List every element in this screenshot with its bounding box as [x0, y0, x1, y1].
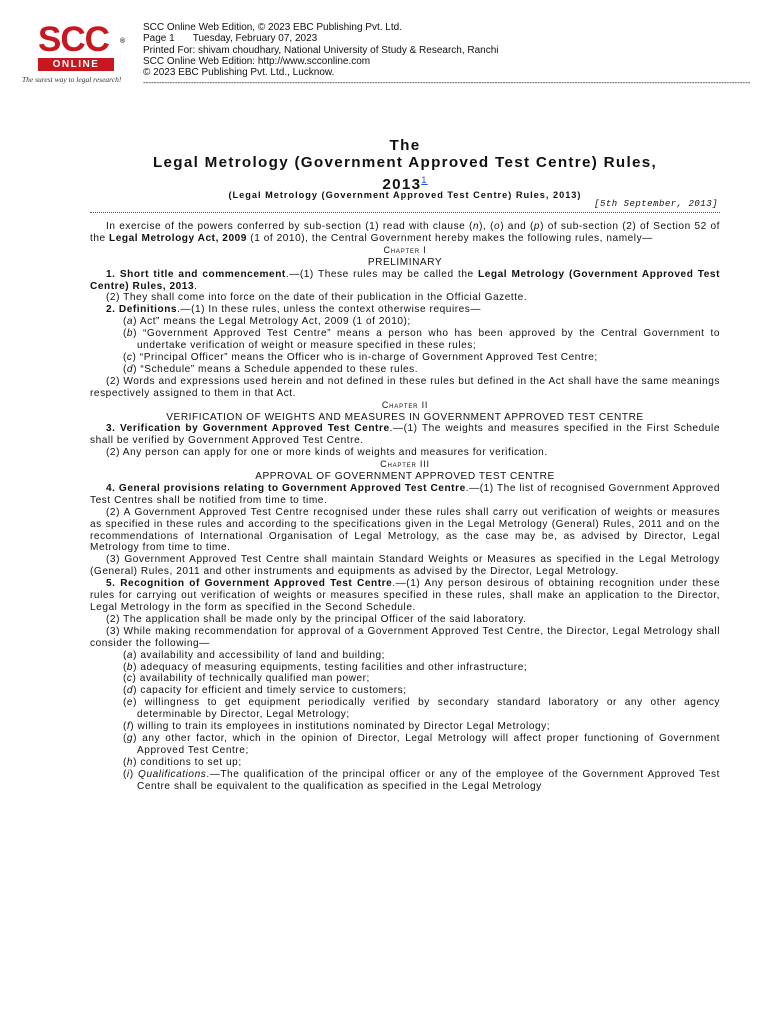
header-date: Tuesday, February 07, 2023 [192, 33, 318, 45]
rule-4-2: (2) A Government Approved Test Centre recognised under these rules shall carry out verification of weights or measures as specified in these rules and according to the specifications given in the Legal Metrology (General) Rules, 2011 and on the recommendations of International Organisation of Legal Metrology, as the case may be, as advised by Director, Legal Metrology from time to time. [90, 506, 720, 554]
header-copyright: © 2023 EBC Publishing Pvt. Ltd., Lucknow. [143, 67, 335, 79]
header-website: SCC Online Web Edition: http://www.scconline.com [143, 55, 371, 67]
definition-item: (b) “Government Approved Test Centre” means a person who has been approved by the Central Government to undertake verification of weight or measure specified in these rules; [123, 328, 720, 352]
header-page-number: Page 1 [143, 33, 175, 45]
rule-5-3: (3) While making recommendation for approval of a Government Approved Test Centre, the Director, Legal Metrology shall consider the following— [90, 625, 720, 649]
print-header [143, 22, 751, 88]
criteria-item: (b) adequacy of measuring equipments, testing facilities and other infrastructure; [123, 661, 528, 673]
logo-brand: SCC [38, 20, 109, 59]
rule-1-2: (2) They shall come into force on the date of their publication in the Official Gazette. [106, 292, 528, 304]
definition-item: (c) “Principal Officer” means the Officer who is in-charge of Government Approved Test Centre; [123, 351, 598, 363]
chapter-label: Chapter II [381, 399, 429, 410]
rule-2: 2. Definitions.—(1) In these rules, unless the context otherwise requires— [106, 304, 482, 316]
chapter-label: Chapter I [383, 244, 427, 255]
criteria-item: (c) availability of technically qualified man power; [123, 673, 370, 685]
rule-3: 3. Verification by Government Approved Test Centre.—(1) The weights and measures specified in the First Schedule shall be verified by Government Approved Test Centre. [90, 423, 720, 447]
preamble: In exercise of the powers conferred by sub-section (1) read with clause (n), (o) and (p) of sub-section (2) of Section 52 of the Legal Metrology Act, 2009 (1 of 2010), the Central Government hereby makes the following rules, namely— [90, 221, 720, 244]
header-printed-for: Printed For: shivam choudhary, National University of Study & Research, Ranchi [143, 44, 499, 56]
enactment-date: [5th September, 2013] [594, 199, 718, 209]
chapter-heading: PRELIMINARY [367, 256, 443, 268]
scc-online-logo [22, 22, 134, 92]
rule-2-2: (2) Words and expressions used herein and not defined in these rules but defined in the Act shall have the same meanings respectively assigned to them in that Act. [90, 375, 720, 399]
logo-registered-mark: ® [120, 38, 126, 45]
document-body [90, 221, 720, 793]
criteria-item: (d) capacity for efficient and timely service to customers; [123, 685, 407, 697]
rule-1: 1. Short title and commencement.—(1) These rules may be called the Legal Metrology (Government Approved Test Centre) Rules, 2013. [90, 268, 720, 292]
chapter-label: Chapter III [380, 459, 430, 470]
chapter-heading: APPROVAL OF GOVERNMENT APPROVED TEST CENTRE [255, 471, 555, 483]
document-title: The Legal Metrology (Government Approved Test Centre) Rules, 2013$^1$ [152, 137, 658, 194]
title-divider [90, 212, 720, 213]
criteria-item: (f) willing to train its employees in institutions nominated by Director Legal Metrology; [123, 721, 551, 733]
short-title: (Legal Metrology (Government Approved Test Centre) Rules, 2013) [228, 190, 582, 200]
footnote-link[interactable]: 1 [421, 175, 428, 185]
chapter-heading: VERIFICATION OF WEIGHTS AND MEASURES IN GOVERNMENT APPROVED TEST CENTRE [166, 411, 644, 423]
header-divider: ------------------------------------------------------------------------------------------------------------------------------------------------------------------------------------------------------------------------------------ [143, 78, 751, 88]
criteria-item: (h) conditions to set up; [123, 756, 242, 768]
rule-4: 4. General provisions relating to Government Approved Test Centre.—(1) The list of recognised Government Approved Test Centres shall be notified from time to time. [90, 482, 720, 506]
criteria-item: (e) willingness to get equipment periodically verified by secondary standard laboratory or any other agency determinable by Director, Legal Metrology; [123, 697, 720, 721]
logo-online-badge: ONLINE [38, 58, 114, 71]
definition-item: (a) Act” means the Legal Metrology Act, 2009 (1 of 2010); [123, 316, 411, 328]
criteria-item: (a) availability and accessibility of land and building; [123, 649, 385, 661]
criteria-item: (g) any other factor, which in the opinion of Director, Legal Metrology will affect proper functioning of Government Approved Test Centre; [123, 732, 720, 756]
logo-tagline: The surest way to legal research! [22, 75, 122, 84]
definition-item: (d) “Schedule” means a Schedule appended to these rules. [123, 363, 419, 375]
rule-4-3: (3) Government Approved Test Centre shall maintain Standard Weights or Measures as specified in the Legal Metrology (General) Rules, 2011 and other instruments and equipments as advised by the Director, Legal Metrology. [90, 554, 720, 578]
header-edition: SCC Online Web Edition, © 2023 EBC Publishing Pvt. Ltd. [143, 22, 402, 33]
rule-3-2: (2) Any person can apply for one or more kinds of weights and measures for verification. [106, 447, 548, 459]
rule-5: 5. Recognition of Government Approved Test Centre.—(1) Any person desirous of obtaining recognition under these rules for carrying out verification of weights or measures specified in these rules, shall make an application to the Director, Legal Metrology in the form as specified in the Second Schedule. [90, 578, 720, 613]
criteria-item-qualifications: (i) Qualifications.—The qualification of the principal officer or any of the employee of the Government Approved Test Centre shall be equivalent to the qualification as specified in the Legal Metrology [123, 768, 720, 792]
rule-5-2: (2) The application shall be made only by the principal Officer of the said laboratory. [106, 613, 527, 625]
